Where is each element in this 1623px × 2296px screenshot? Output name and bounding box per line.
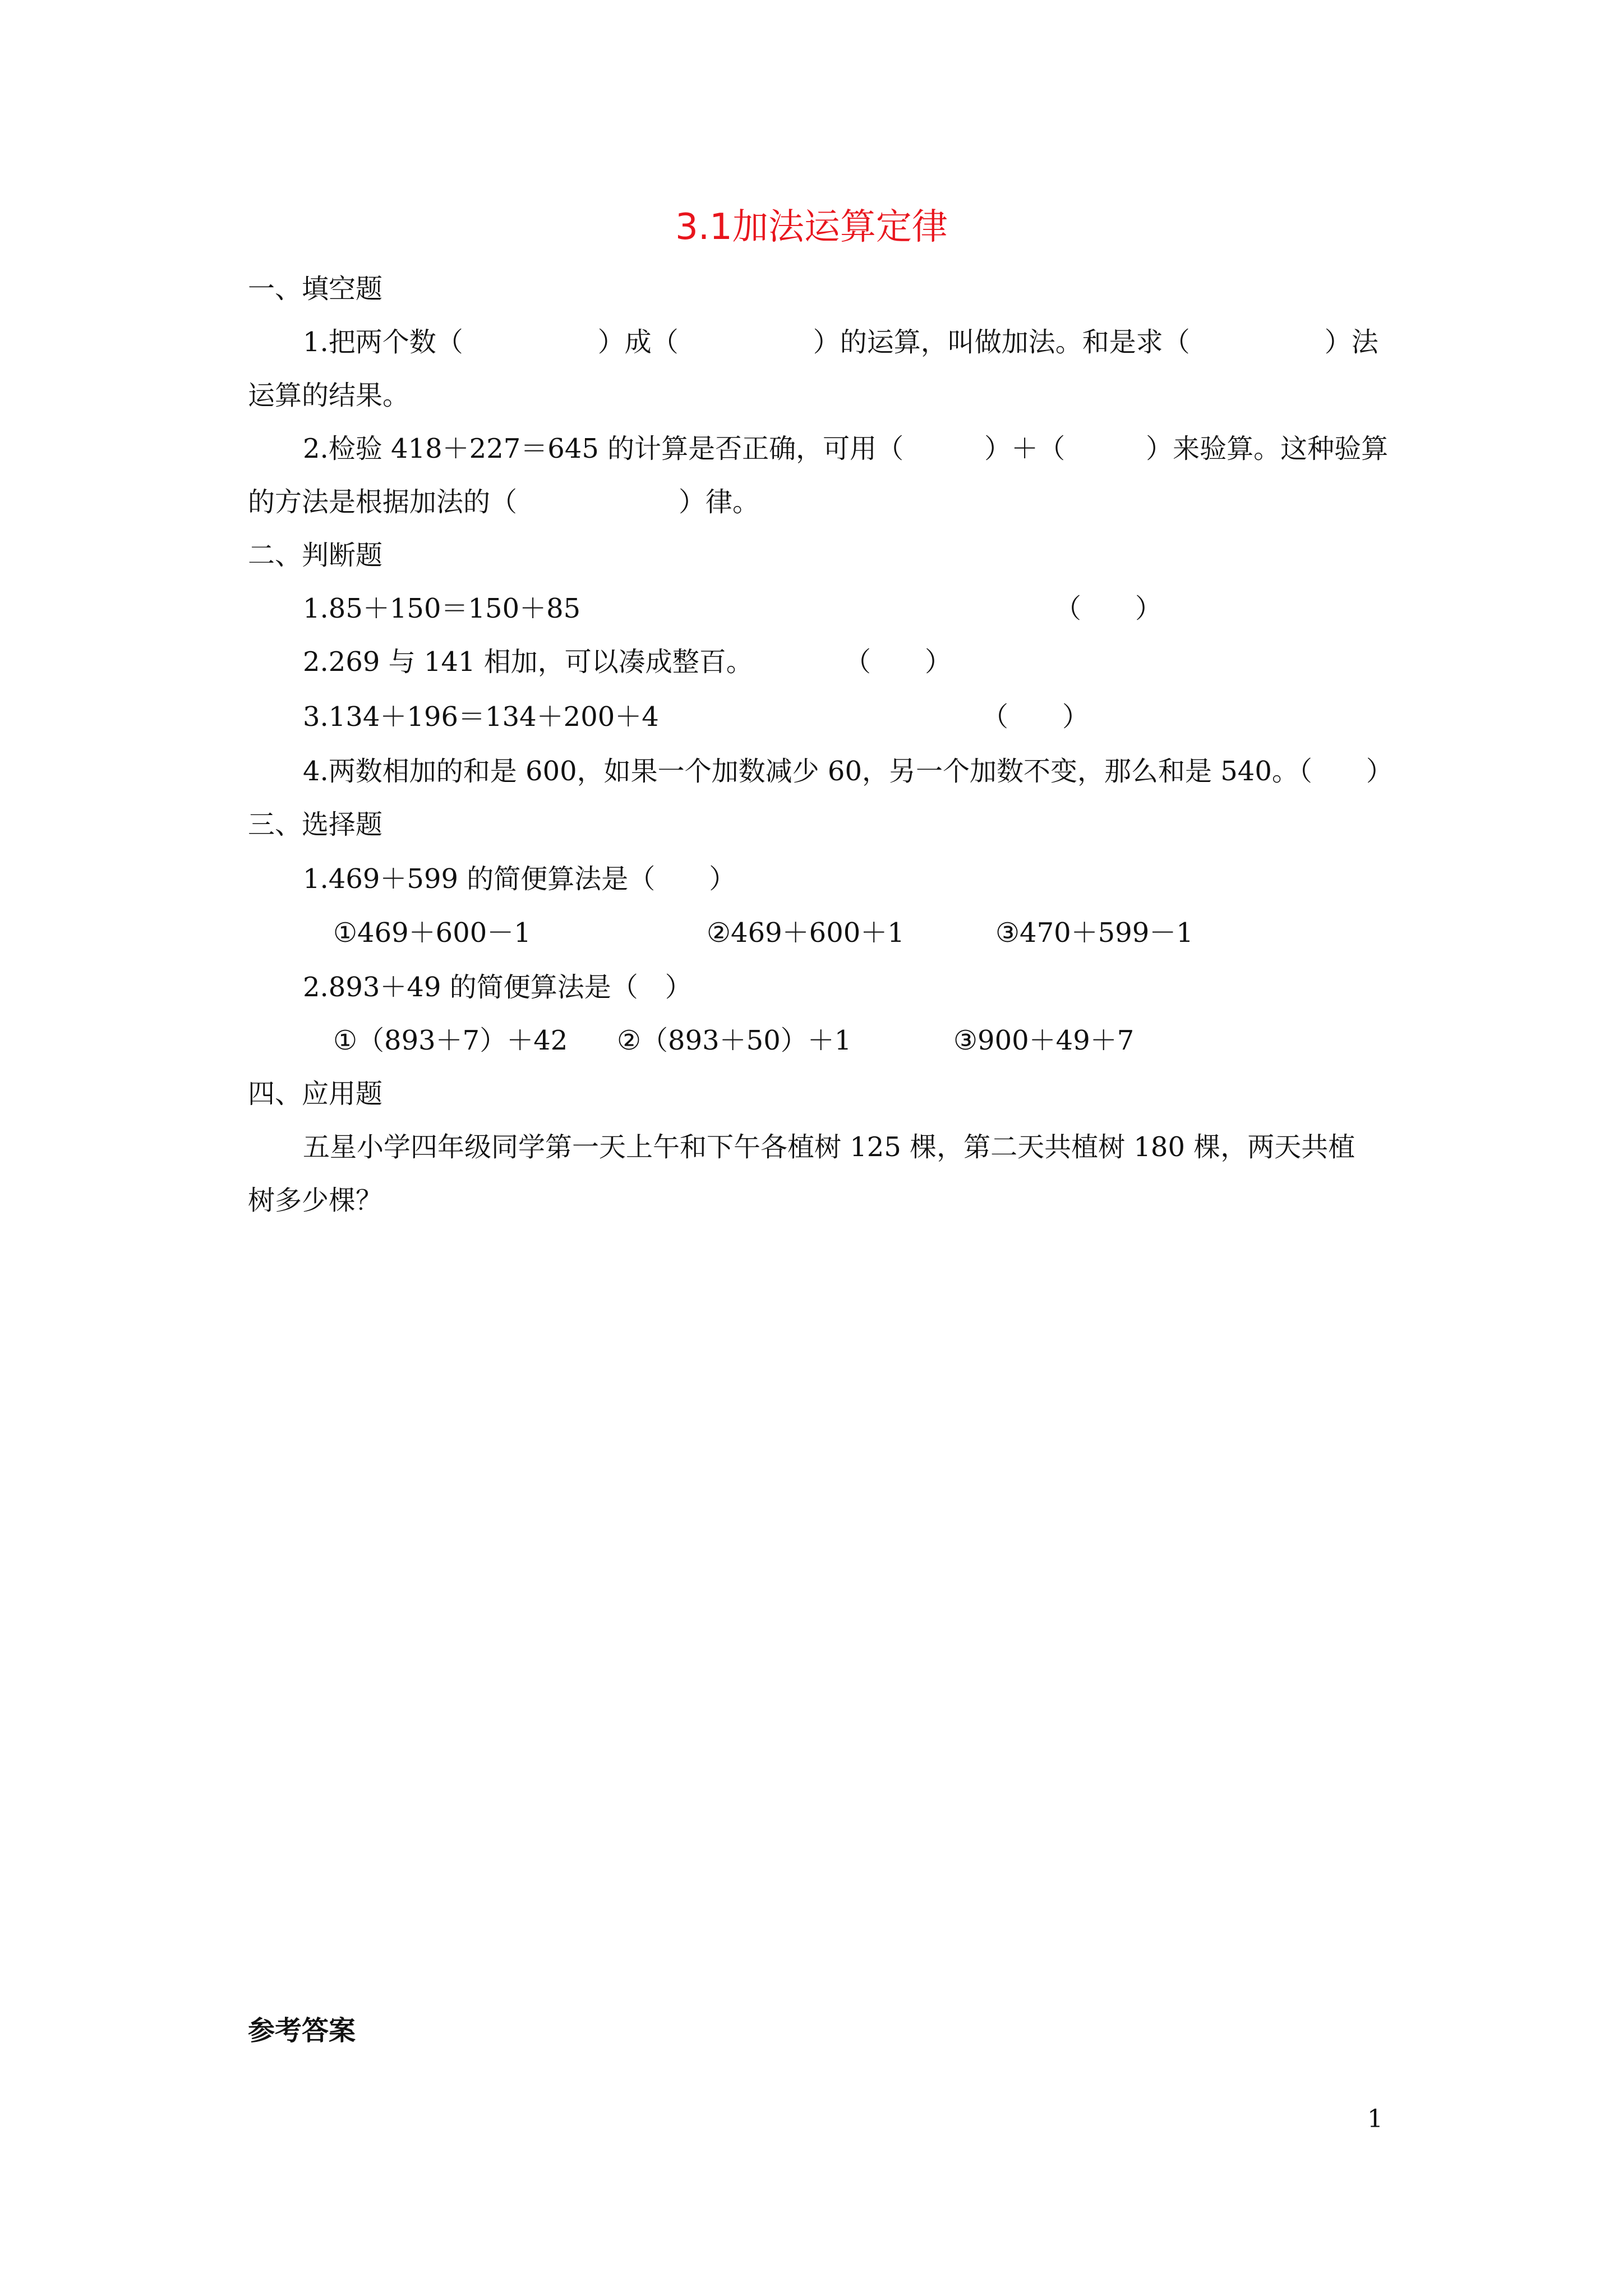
section-choice-heading: 三、选择题 [248, 809, 383, 840]
fill-q1-line1: 1.把两个数（ ）成（ ）的运算，叫做加法。和是求（ ）法 [303, 326, 1378, 358]
fill-q1-line2: 运算的结果。 [248, 380, 410, 411]
judge-q3: 3.134＋196＝134＋200＋4 [303, 701, 659, 733]
section-judge-heading: 二、判断题 [248, 540, 383, 571]
page-title: 3.1加法运算定律 [675, 206, 948, 248]
answer-heading: 参考答案 [248, 2015, 356, 2046]
judge-q1-answer-blank: （ ） [1054, 593, 1163, 624]
judge-q2-answer-blank: （ ） [844, 646, 952, 678]
fill-q2-line1: 2.检验 418＋227＝645 的计算是否正确，可用（ ）＋（ ）来验算。这种验算 [303, 433, 1389, 464]
choice-q1-option-2: ②469＋600＋1 [707, 917, 905, 949]
judge-q4: 4.两数相加的和是 600，如果一个加数减少 60，另一个加数不变，那么和是 540。（ ） [303, 756, 1393, 787]
judge-q2: 2.269 与 141 相加，可以凑成整百。 [303, 646, 753, 678]
choice-q1: 1.469＋599 的简便算法是（ ） [303, 863, 736, 895]
choice-q2-option-3: ③900＋49＋7 [953, 1025, 1135, 1056]
choice-q1-option-1: ①469＋600－1 [333, 917, 531, 949]
choice-q2-option-1: ①（893＋7）＋42 [333, 1025, 568, 1056]
application-q1-line2: 树多少棵？ [248, 1185, 383, 1216]
judge-q1: 1.85＋150＝150＋85 [303, 593, 581, 624]
section-fill-heading: 一、填空题 [248, 273, 383, 305]
section-application-heading: 四、应用题 [248, 1078, 383, 1110]
application-q1-line1: 五星小学四年级同学第一天上午和下午各植树 125 棵，第二天共植树 180 棵，两天共植 [303, 1131, 1355, 1163]
choice-q1-option-3: ③470＋599－1 [995, 917, 1193, 949]
fill-q2-line2: 的方法是根据加法的（ ）律。 [248, 486, 760, 518]
choice-q2-option-2: ②（893＋50）＋1 [617, 1025, 852, 1056]
page-number: 1 [1367, 2105, 1383, 2133]
judge-q3-answer-blank: （ ） [981, 701, 1090, 733]
choice-q2: 2.893＋49 的简便算法是（ ） [303, 972, 692, 1003]
